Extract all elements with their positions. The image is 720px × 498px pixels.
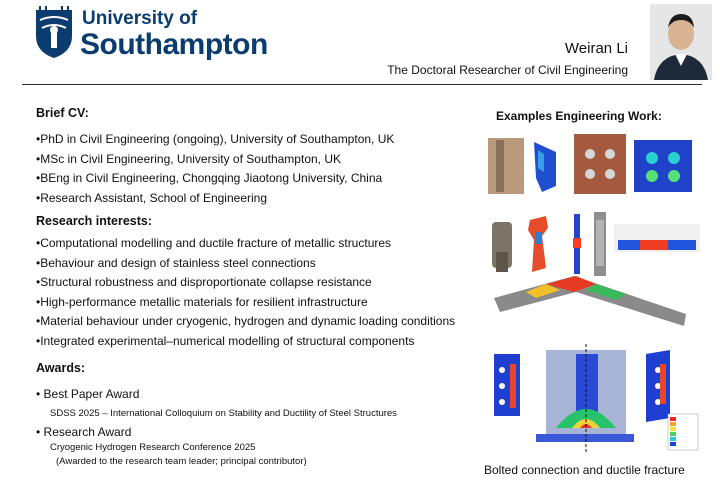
award-title: • Best Paper Award: [36, 387, 140, 401]
fe-bolt-contours: [634, 140, 692, 192]
fe-rod-model: [614, 224, 700, 252]
fe-connection-right: [646, 350, 670, 422]
examples-caption: Bolted connection and ductile fracture: [484, 463, 685, 477]
header-divider: [22, 84, 702, 85]
person-role: The Doctoral Researcher of Civil Engineering: [387, 63, 628, 77]
fe-dogbone: [573, 214, 581, 274]
research-item: •Structural robustness and disproportionate collapse resistance: [36, 275, 372, 289]
fe-connection-center: [536, 344, 634, 452]
steel-rod-photo: [594, 212, 606, 276]
fractured-plate-photo: [574, 134, 626, 194]
color-legend: [668, 414, 698, 450]
research-item: •Behaviour and design of stainless steel connections: [36, 255, 316, 270]
person-name: Weiran Li: [564, 40, 628, 57]
examples-heading: Examples Engineering Work:: [496, 109, 662, 123]
research-heading: Research interests:: [36, 214, 153, 228]
research-item: •Material behaviour under cryogenic, hydrogen and dynamic loading conditions: [36, 314, 456, 328]
engineering-work-images: [486, 128, 706, 458]
shield-crest-icon: [34, 6, 74, 60]
cv-item: •MSc in Civil Engineering, University of Southampton, UK: [36, 151, 341, 166]
left-column: [36, 104, 486, 469]
profile-photo: [650, 4, 712, 80]
research-item: •Integrated experimental–numerical modelling of structural components: [36, 333, 415, 348]
fe-specimen-red: [528, 216, 548, 272]
award-description: Cryogenic Hydrogen Research Conference 2025: [50, 442, 256, 453]
fe-connection-left: [494, 354, 520, 416]
cv-item: •Research Assistant, School of Engineering: [36, 190, 267, 205]
coupon-photo: [492, 222, 512, 272]
fe-model-blue: [534, 142, 556, 192]
cv-item: •PhD in Civil Engineering (ongoing), University of Southampton, UK: [36, 132, 395, 146]
research-item: •Computational modelling and ductile fracture of metallic structures: [36, 236, 392, 250]
header: [0, 0, 720, 88]
research-item: •High-performance metallic materials for resilient infrastructure: [36, 294, 368, 309]
logo-line2: Southampton: [80, 28, 268, 61]
cv-item: •BEng in Civil Engineering, Chongqing Jiaotong University, China: [36, 171, 383, 185]
award-description: SDSS 2025 – International Colloquium on Stability and Ductility of Steel Structures: [50, 408, 397, 419]
awards-heading: Awards:: [36, 361, 86, 375]
connection-photo: [488, 138, 524, 194]
cv-heading: Brief CV:: [36, 106, 89, 120]
fe-beam-collapse: [494, 276, 686, 326]
university-logo[interactable]: [34, 6, 284, 68]
award-title: • Research Award: [36, 425, 132, 439]
logo-line1: University of: [82, 8, 198, 29]
award-note: (Awarded to the research team leader; principal contributor): [56, 456, 307, 467]
